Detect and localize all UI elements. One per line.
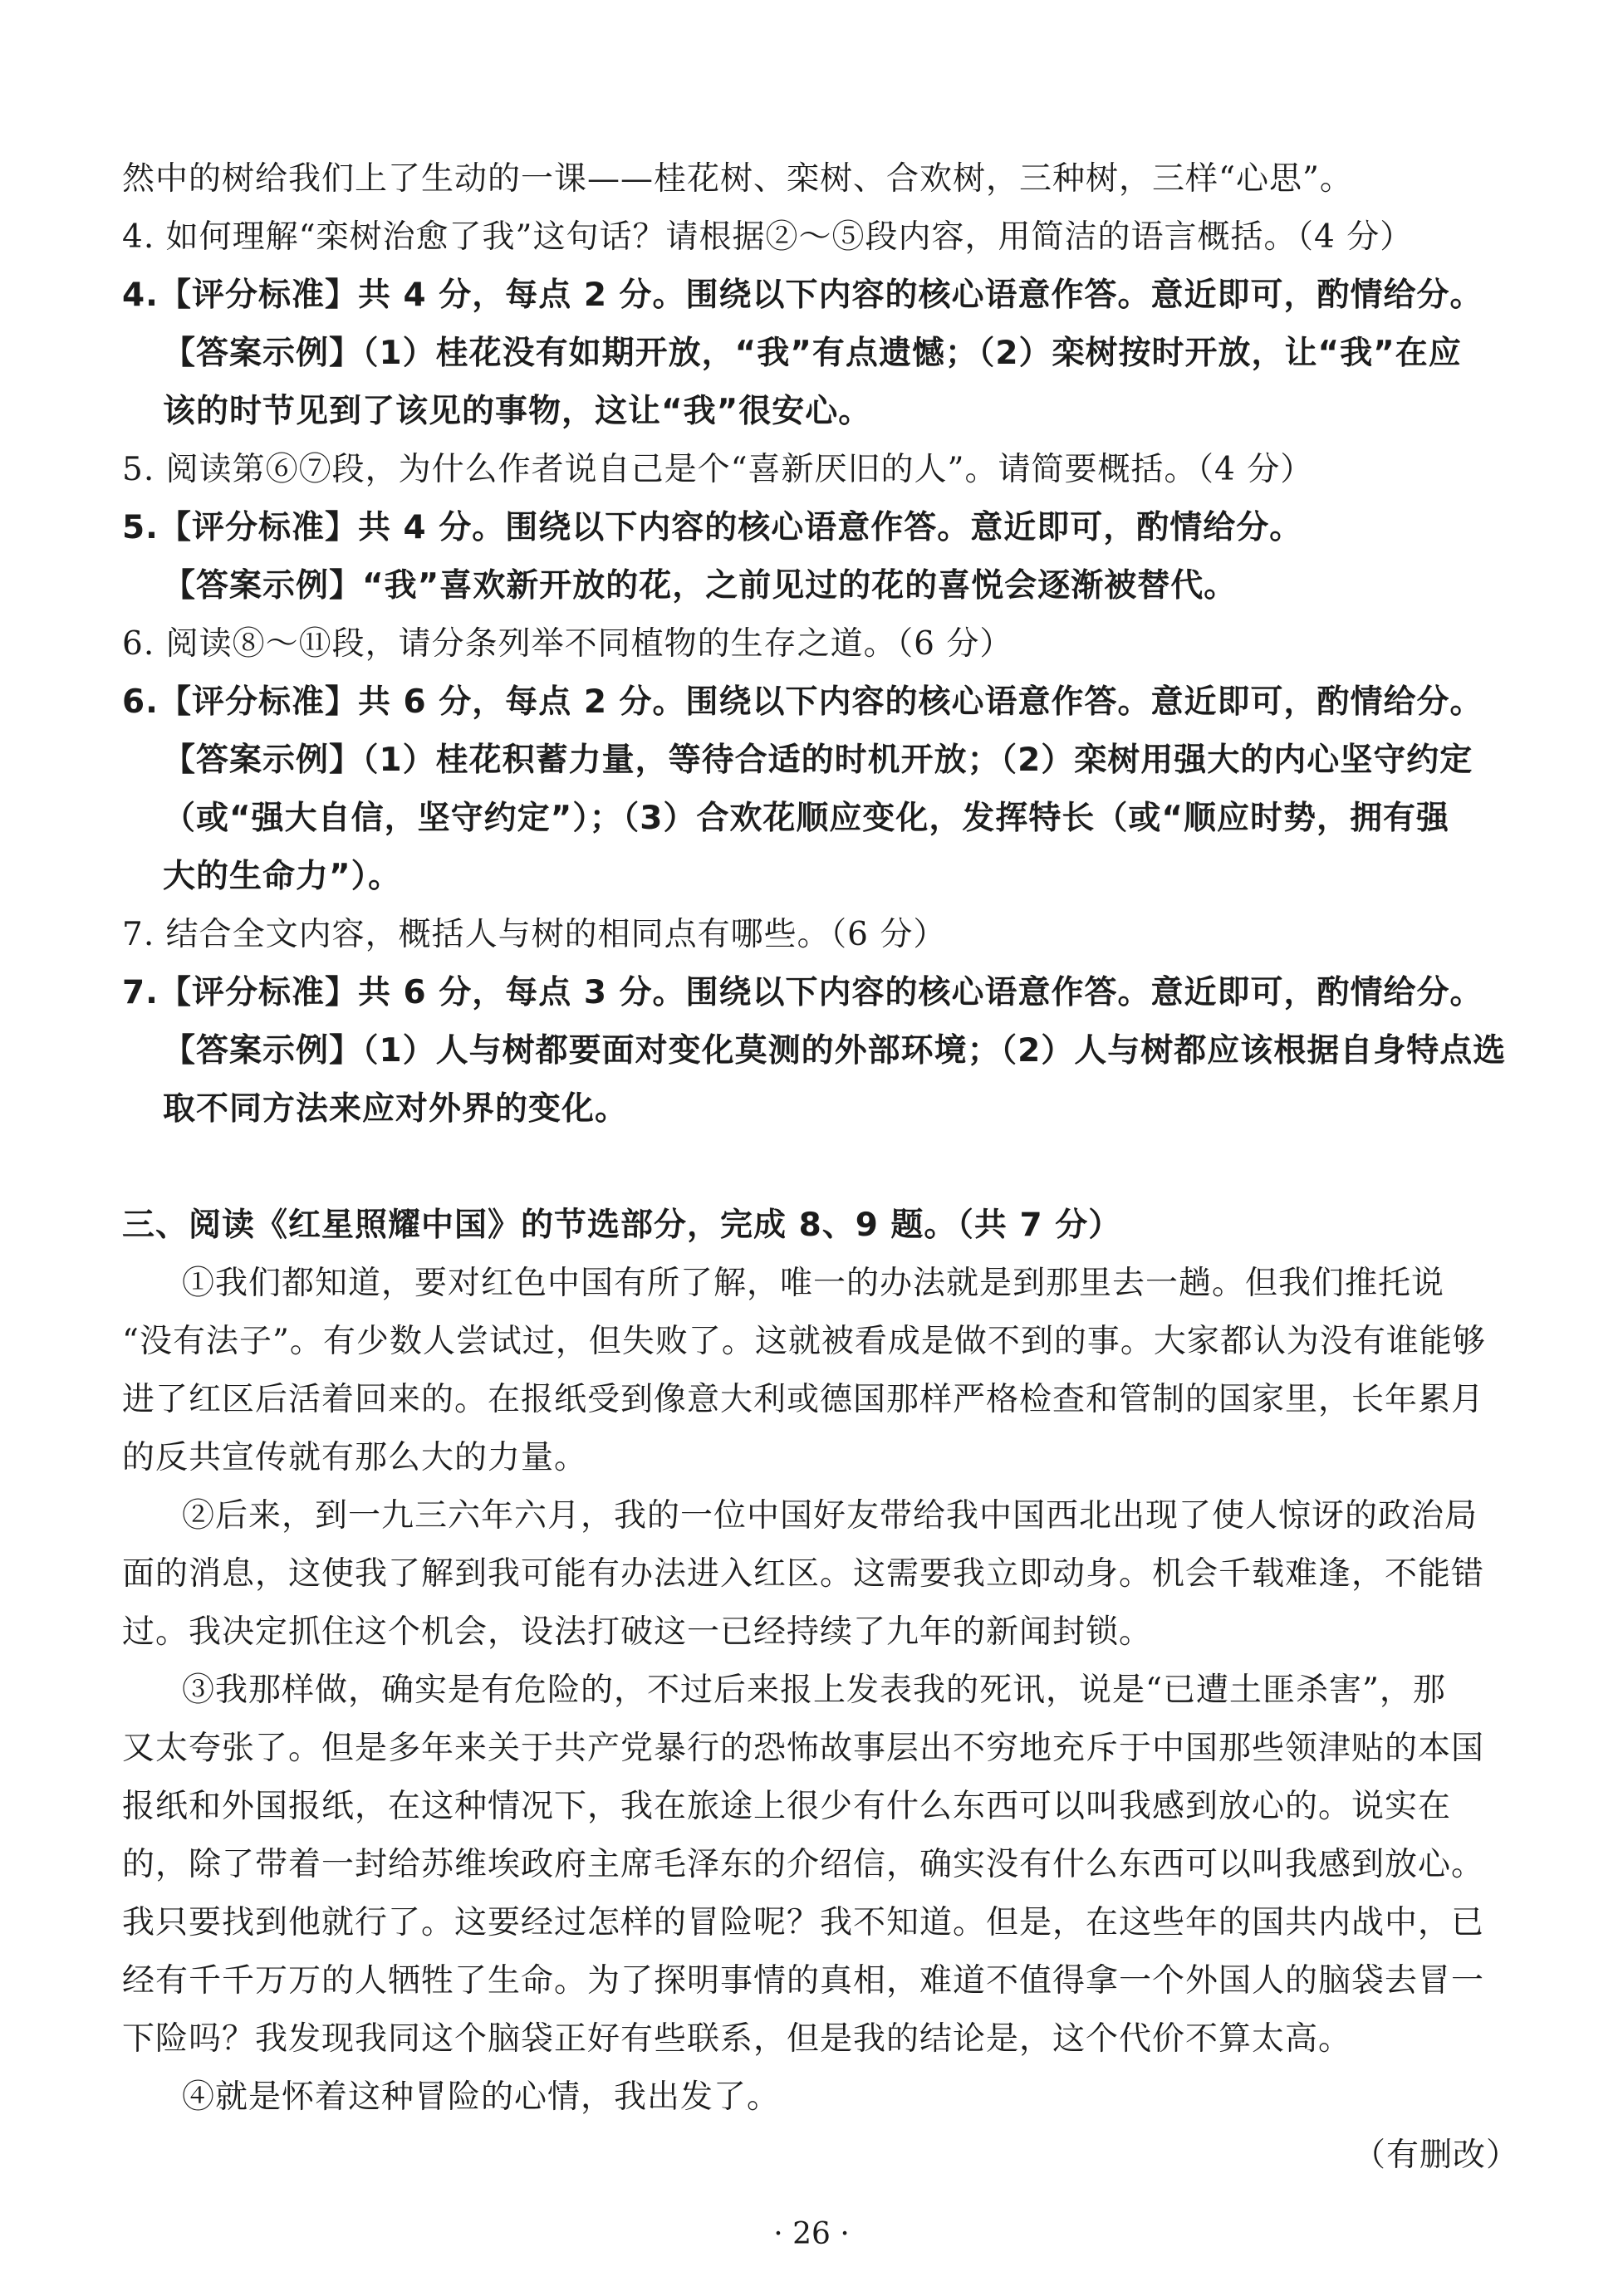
passage-paragraph-3-line: 报纸和外国报纸，在这种情况下，我在旅途上很少有什么东西可以叫我感到放心的。说实在 (122, 1788, 1452, 1825)
passage-paragraph-3-line: ③我那样做，确实是有危险的，不过后来报上发表我的死讯，说是“已遭土匪杀害”，那 (182, 1672, 1446, 1709)
page-number: · 26 · (773, 2217, 850, 2251)
passage-paragraph-3-line: 我只要找到他就行了。这要经过怎样的冒险呢？我不知道。但是，在这些年的国共内战中，已 (122, 1904, 1485, 1941)
passage-paragraph-1-line: 的反共宣传就有那么大的力量。 (122, 1439, 588, 1476)
passage-paragraph-3-line: 的，除了带着一封给苏维埃政府主席毛泽东的介绍信，确实没有什么东西可以叫我感到放心。 (122, 1846, 1485, 1883)
question-7-answer-line: 取不同方法来应对外界的变化。 (163, 1090, 629, 1128)
question-4-answer-line: 该的时节见到了该见的事物，这让“我”很安心。 (163, 393, 872, 430)
question-7-criteria: 7.【评分标准】共 6 分，每点 3 分。围绕以下内容的核心语意作答。意近即可，酌情给分。 (122, 974, 1483, 1011)
question-6-answer-line: （或“强大自信，坚守约定”）；（3）合欢花顺应变化，发挥特长（或“顺应时势，拥有强 (163, 800, 1450, 837)
question-4: 4. 如何理解“栾树治愈了我”这句话？请根据②～⑤段内容，用简洁的语言概括。（4 分） (122, 218, 1414, 256)
passage-paragraph-2-line: ②后来，到一九三六年六月，我的一位中国好友带给我中国西北出现了使人惊讶的政治局 (182, 1497, 1478, 1535)
source-note: （有删改） (1352, 2137, 1519, 2174)
question-5-criteria: 5.【评分标准】共 4 分。围绕以下内容的核心语意作答。意近即可，酌情给分。 (122, 509, 1303, 546)
question-6: 6. 阅读⑧～⑪段，请分条列举不同植物的生存之道。（6 分） (122, 625, 1013, 663)
question-7-answer-line: 【答案示例】（1）人与树都要面对变化莫测的外部环境；（2）人与树都应该根据自身特点选 (163, 1032, 1507, 1070)
question-4-criteria: 4.【评分标准】共 4 分，每点 2 分。围绕以下内容的核心语意作答。意近即可，酌情给分。 (122, 277, 1483, 314)
question-4-answer-line: 【答案示例】（1）桂花没有如期开放，“我”有点遗憾；（2）栾树按时开放，让“我”在应 (163, 335, 1462, 372)
section-3-title: 三、阅读《红星照耀中国》的节选部分，完成 8、9 题。（共 7 分） (122, 1207, 1122, 1244)
passage-paragraph-3-line: 下险吗？我发现我同这个脑袋正好有些联系，但是我的结论是，这个代价不算太高。 (122, 2020, 1352, 2058)
intro-end-line: 然中的树给我们上了生动的一课——桂花树、栾树、合欢树，三种树，三样“心思”。 (122, 160, 1353, 198)
passage-paragraph-4-line: ④就是怀着这种冒险的心情，我出发了。 (182, 2078, 781, 2116)
passage-paragraph-1-line: 进了红区后活着回来的。在报纸受到像意大利或德国那样严格检查和管制的国家里，长年累月 (122, 1381, 1485, 1418)
question-5: 5. 阅读第⑥⑦段，为什么作者说自己是个“喜新厌旧的人”。请简要概括。（4 分） (122, 451, 1314, 488)
passage-paragraph-1-line: ①我们都知道，要对红色中国有所了解，唯一的办法就是到那里去一趟。但我们推托说 (182, 1265, 1445, 1302)
passage-paragraph-1-line: “没有法子”。有少数人尝试过，但失败了。这就被看成是做不到的事。大家都认为没有谁能够 (122, 1323, 1486, 1360)
question-6-answer-line: 【答案示例】（1）桂花积蓄力量，等待合适的时机开放；（2）栾树用强大的内心坚守约定 (163, 742, 1473, 779)
passage-paragraph-3-line: 经有千千万万的人牺牲了生命。为了探明事情的真相，难道不值得拿一个外国人的脑袋去冒一 (122, 1962, 1485, 2000)
passage-paragraph-3-line: 又太夸张了。但是多年来关于共产党暴行的恐怖故事层出不穷地充斥于中国那些领津贴的本国 (122, 1730, 1485, 1767)
passage-paragraph-2-line: 面的消息，这使我了解到我可能有办法进入红区。这需要我立即动身。机会千载难逢，不能错 (122, 1555, 1485, 1593)
question-5-answer-line: 【答案示例】“我”喜欢新开放的花，之前见过的花的喜悦会逐渐被替代。 (163, 567, 1238, 605)
question-6-criteria: 6.【评分标准】共 6 分，每点 2 分。围绕以下内容的核心语意作答。意近即可，酌情给分。 (122, 683, 1483, 721)
question-7: 7. 结合全文内容，概括人与树的相同点有哪些。（6 分） (122, 916, 947, 953)
passage-paragraph-2-line: 过。我决定抓住这个机会，设法打破这一已经持续了九年的新闻封锁。 (122, 1613, 1153, 1651)
question-6-answer-line: 大的生命力”）。 (163, 858, 402, 895)
